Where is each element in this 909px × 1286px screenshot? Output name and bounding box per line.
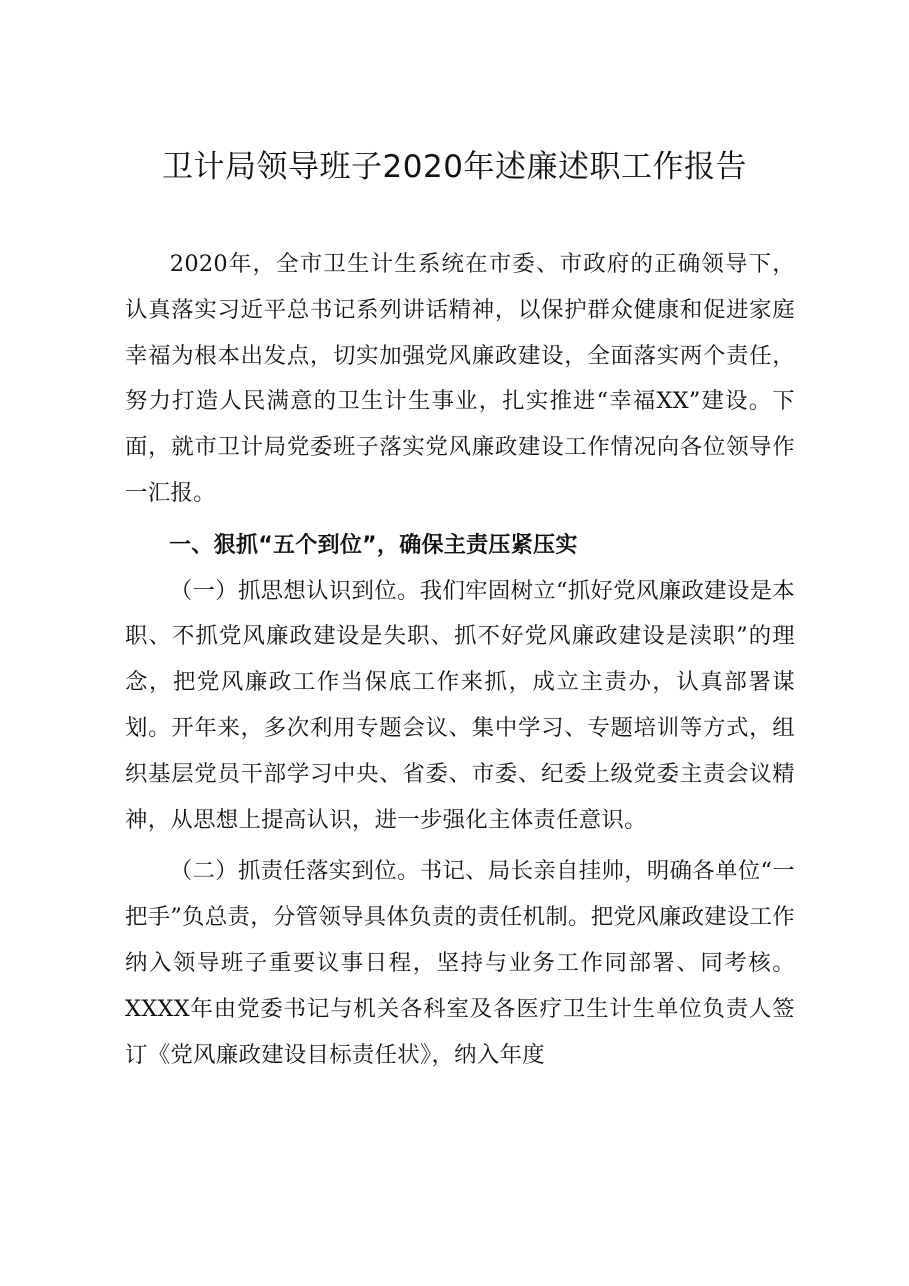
subsection-paragraph-1: （一）抓思想认识到位。我们牢固树立“抓好党风廉政建设是本职、不抓党风廉政建设是失职、抓不好党风廉政建设是渎职”的理念，把党风廉政工作当保底工作来抓，成立主责办，认真部署谋划。开年来，多次利用专题会议、集中学习、专题培训等方式，组织基层党员干部学习中央、省委、市委、纪委上级党委主责会议精神，从思想上提高认识，进一步强化主体责任意识。 — [125, 577, 795, 833]
document-title: 卫计局领导班子2020年述廉述职工作报告 — [162, 149, 747, 185]
section-heading-1: 一、狠抓“五个到位”，确保主责压紧压实 — [169, 532, 578, 558]
subsection-paragraph-2: （二）抓责任落实到位。书记、局长亲自挂帅，明确各单位“一把手”负总责，分管领导具体负责的责任机制。把党风廉政建设工作纳入领导班子重要议事日程，坚持与业务工作同部署、同考核。XXXX年由党委书记与机关各科室及各医疗卫生计生单位负责人签订《党风廉政建设目标责任状》，纳入年度 — [125, 858, 795, 1068]
document-body — [125, 242, 795, 1078]
intro-paragraph: 2020年，全市卫生计生系统在市委、市政府的正确领导下，认真落实习近平总书记系列讲话精神，以保护群众健康和促进家庭幸福为根本出发点，切实加强党风廉政建设，全面落实两个责任，努力打造人民满意的卫生计生事业，扎实推进“幸福XX”建设。下面，就市卫计局党委班子落实党风廉政建设工作情况向各位领导作一汇报。 — [125, 251, 795, 506]
